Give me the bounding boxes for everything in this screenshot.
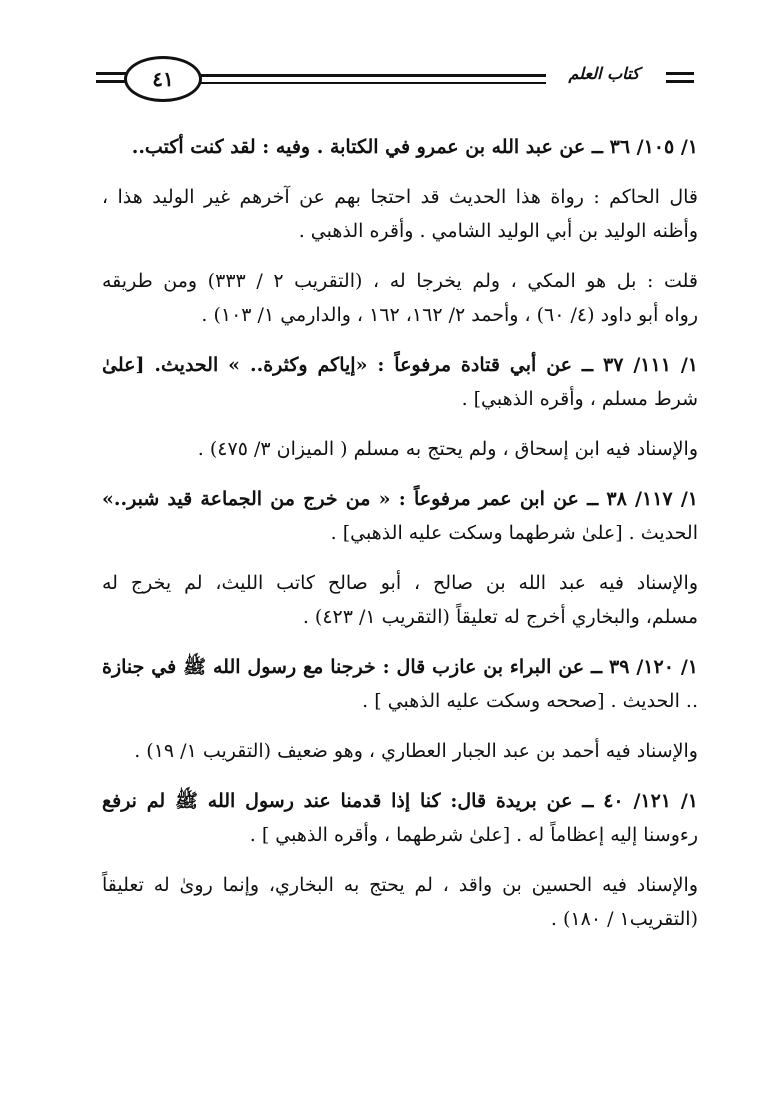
header-rule-left <box>96 72 126 75</box>
text-line: ١/ ١٠٥/ ٣٦ ــ عن عبد الله بن عمرو في الكتابة . وفيه : لقد كنت أكتب.. <box>131 136 698 158</box>
header-rule-center-2 <box>194 82 546 84</box>
text-line: مسلم، والبخاري أخرج له تعليقاً (التقريب ١/ ٤٢٣) . <box>302 606 698 628</box>
text-line: ١/ ١١١/ ٣٧ ــ عن أبي قتادة مرفوعاً : «إياكم وكثرة.. » الحديث. [علىٰ <box>102 354 698 376</box>
note-isnad-38 <box>102 566 698 634</box>
text-line: ١/ ١٢٠/ ٣٩ ــ عن البراء بن عازب قال : خرجنا مع رسول الله ﷺ في جنازة <box>102 656 698 678</box>
text-line: قال الحاكم : رواة هذا الحديث قد احتجا بهم عن آخرهم غير الوليد هذا ، <box>102 186 698 208</box>
text-line: رءوسنا إليه إعظاماً له . [علىٰ شرطهما ، وأقره الذهبي ] . <box>249 824 698 846</box>
text-line: والإسناد فيه أحمد بن عبد الجبار العطاري ، وهو ضعيف (التقريب ١/ ١٩) . <box>134 740 698 762</box>
page-body <box>102 130 698 952</box>
text-line: ١/ ١٢١/ ٤٠ ــ عن بريدة قال: كنا إذا قدمنا عند رسول الله ﷺ لم نرفع <box>102 790 698 812</box>
hadith-38 <box>102 482 698 550</box>
book-title: كتاب العلم <box>568 64 640 83</box>
text-line: ١/ ١١٧/ ٣٨ ــ عن ابن عمر مرفوعاً : « من خرج من الجماعة قيد شبر..» <box>102 488 698 510</box>
note-qultu <box>102 264 698 332</box>
hadith-36 <box>102 130 698 164</box>
text-line: .. الحديث . [صححه وسكت عليه الذهبي ] . <box>362 690 698 712</box>
text-line: والإسناد فيه ابن إسحاق ، ولم يحتج به مسلم ( الميزان ٣/ ٤٧٥) . <box>197 438 698 460</box>
header-rule-right <box>666 72 694 75</box>
header-rule-center <box>194 74 546 77</box>
text-line: وأظنه الوليد بن أبي الوليد الشامي . وأقره الذهبي . <box>298 220 698 242</box>
text-line: والإسناد فيه عبد الله بن صالح ، أبو صالح كاتب الليث، لم يخرج له <box>102 572 698 594</box>
header-rule-left-2 <box>96 80 126 83</box>
text-line: (التقريب١ / ١٨٠) . <box>550 908 698 930</box>
text-line: رواه أبو داود (٤/ ٦٠) ، وأحمد ٢/ ١٦٢، ١٦٢ ، والدارمي ١/ ١٠٣) . <box>201 304 698 326</box>
note-isnad-37 <box>102 432 698 466</box>
text-line: والإسناد فيه الحسين بن واقد ، لم يحتج به البخاري، وإنما روىٰ له تعليقاً <box>102 874 698 896</box>
hadith-37 <box>102 348 698 416</box>
note-isnad-39 <box>102 734 698 768</box>
note-isnad-40 <box>102 868 698 936</box>
page-header <box>96 52 696 104</box>
page-number-badge <box>124 56 202 102</box>
text-line: الحديث . [علىٰ شرطهما وسكت عليه الذهبي] . <box>330 522 698 544</box>
text-line: قلت : بل هو المكي ، ولم يخرجا له ، (التقريب ٢ / ٣٣٣) ومن طريقه <box>102 270 699 292</box>
hadith-39 <box>102 650 698 718</box>
header-rule-right-2 <box>666 80 694 83</box>
note-hakim <box>102 180 698 248</box>
text-line: شرط مسلم ، وأقره الذهبي] . <box>461 388 698 410</box>
page-number: ٤١ <box>152 67 174 91</box>
hadith-40 <box>102 784 698 852</box>
